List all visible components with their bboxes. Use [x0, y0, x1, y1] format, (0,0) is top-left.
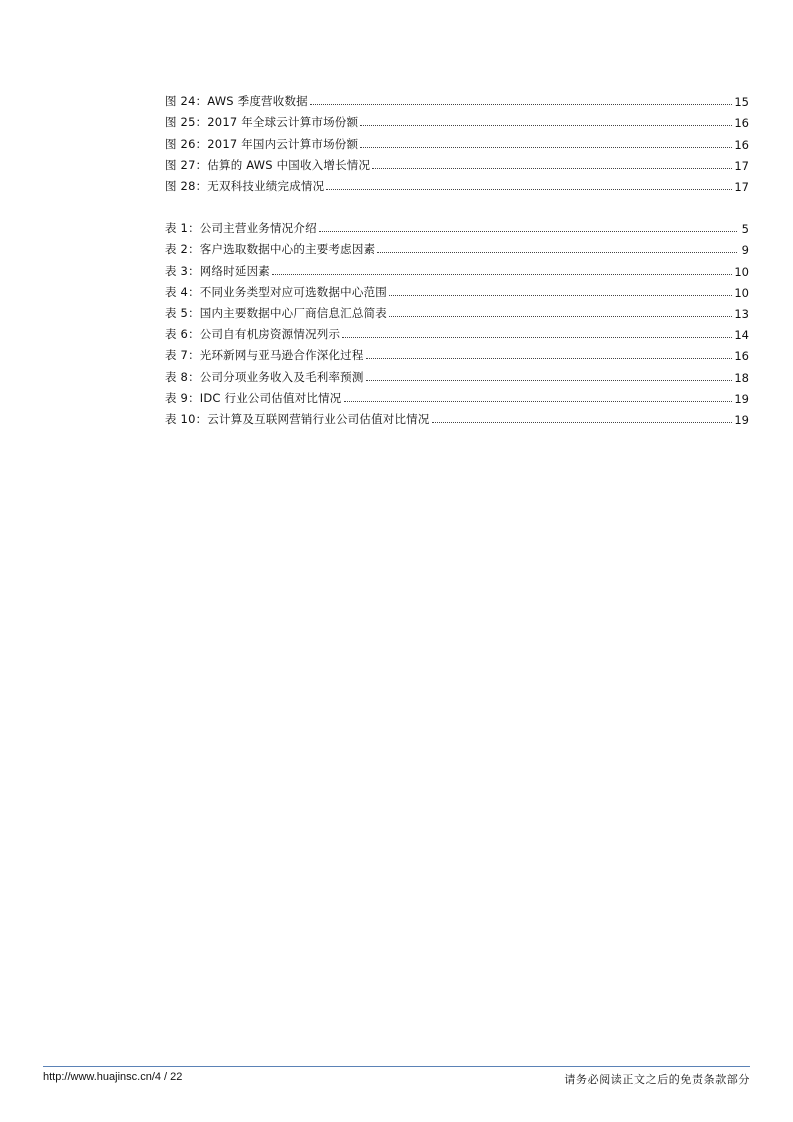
dot-leader	[377, 252, 737, 253]
dot-leader	[326, 189, 732, 190]
toc-entry-table-10[interactable]	[165, 406, 749, 427]
entry-label: 图 24：AWS 季度营收数据	[165, 94, 308, 109]
entry-label: 表 4：不同业务类型对应可选数据中心范围	[165, 284, 387, 299]
dot-leader	[272, 274, 732, 275]
entry-page-number: 18	[734, 370, 749, 385]
dot-leader	[342, 337, 732, 338]
dot-leader	[372, 168, 732, 169]
entry-label: 表 10：云计算及互联网营销行业公司估值对比情况	[165, 411, 430, 426]
dot-leader	[432, 422, 733, 423]
entry-label: 表 6：公司自有机房资源情况列示	[165, 327, 341, 342]
entry-page-number: 13	[734, 306, 749, 321]
entry-label: 图 28：无双科技业绩完成情况	[165, 178, 325, 193]
toc-entry-table-6[interactable]	[165, 321, 749, 342]
toc-entry-figure-24[interactable]	[165, 88, 749, 109]
entry-page-number: 5	[741, 222, 749, 237]
entry-page-number: 15	[734, 95, 749, 110]
toc-entry-table-1[interactable]	[165, 215, 749, 236]
figure-index	[165, 88, 749, 194]
toc-entry-table-4[interactable]	[165, 279, 749, 300]
dot-leader	[310, 104, 733, 105]
entry-page-number: 10	[734, 264, 749, 279]
entry-page-number: 16	[734, 349, 749, 364]
dot-leader	[389, 295, 732, 296]
dot-leader	[366, 380, 733, 381]
entry-label: 表 2：客户选取数据中心的主要考虑因素	[165, 242, 376, 257]
entry-page-number: 19	[734, 412, 749, 427]
dot-leader	[360, 125, 732, 126]
entry-page-number: 14	[734, 328, 749, 343]
footer-disclaimer: 请务必阅读正文之后的免责条款部分	[564, 1073, 750, 1086]
toc-entry-table-3[interactable]	[165, 257, 749, 278]
toc-entry-table-2[interactable]	[165, 236, 749, 257]
entry-label: 图 25：2017 年全球云计算市场份额	[165, 115, 359, 130]
footer-url-page[interactable]: http://www.huajinsc.cn/4 / 22	[43, 1071, 183, 1083]
entry-label: 表 8：公司分项业务收入及毛利率预测	[165, 369, 364, 384]
table-index	[165, 215, 749, 427]
entry-page-number: 10	[734, 285, 749, 300]
entry-label: 表 9：IDC 行业公司估值对比情况	[165, 390, 342, 405]
entry-page-number: 19	[734, 391, 749, 406]
entry-label: 表 5：国内主要数据中心厂商信息汇总简表	[165, 305, 387, 320]
entry-page-number: 17	[734, 179, 749, 194]
entry-label: 图 27：估算的 AWS 中国收入增长情况	[165, 157, 371, 172]
dot-leader	[344, 401, 733, 402]
toc-entry-figure-25[interactable]	[165, 109, 749, 130]
toc-entry-figure-28[interactable]	[165, 173, 749, 194]
dot-leader	[360, 147, 732, 148]
entry-label: 表 7：光环新网与亚马逊合作深化过程	[165, 348, 364, 363]
entry-page-number: 16	[734, 137, 749, 152]
toc-entry-figure-26[interactable]	[165, 130, 749, 151]
entry-page-number: 9	[741, 243, 749, 258]
dot-leader	[366, 358, 733, 359]
toc-entry-table-5[interactable]	[165, 300, 749, 321]
toc-entry-figure-27[interactable]	[165, 152, 749, 173]
footer-divider	[43, 1066, 750, 1067]
toc-entry-table-8[interactable]	[165, 363, 749, 384]
entry-label: 表 3：网络时延因素	[165, 263, 270, 278]
entry-page-number: 16	[734, 116, 749, 131]
entry-label: 图 26：2017 年国内云计算市场份额	[165, 136, 359, 151]
dot-leader	[319, 231, 737, 232]
entry-page-number: 17	[734, 158, 749, 173]
toc-entry-table-9[interactable]	[165, 385, 749, 406]
entry-label: 表 1：公司主营业务情况介绍	[165, 221, 317, 236]
dot-leader	[389, 316, 732, 317]
toc-entry-table-7[interactable]	[165, 342, 749, 363]
